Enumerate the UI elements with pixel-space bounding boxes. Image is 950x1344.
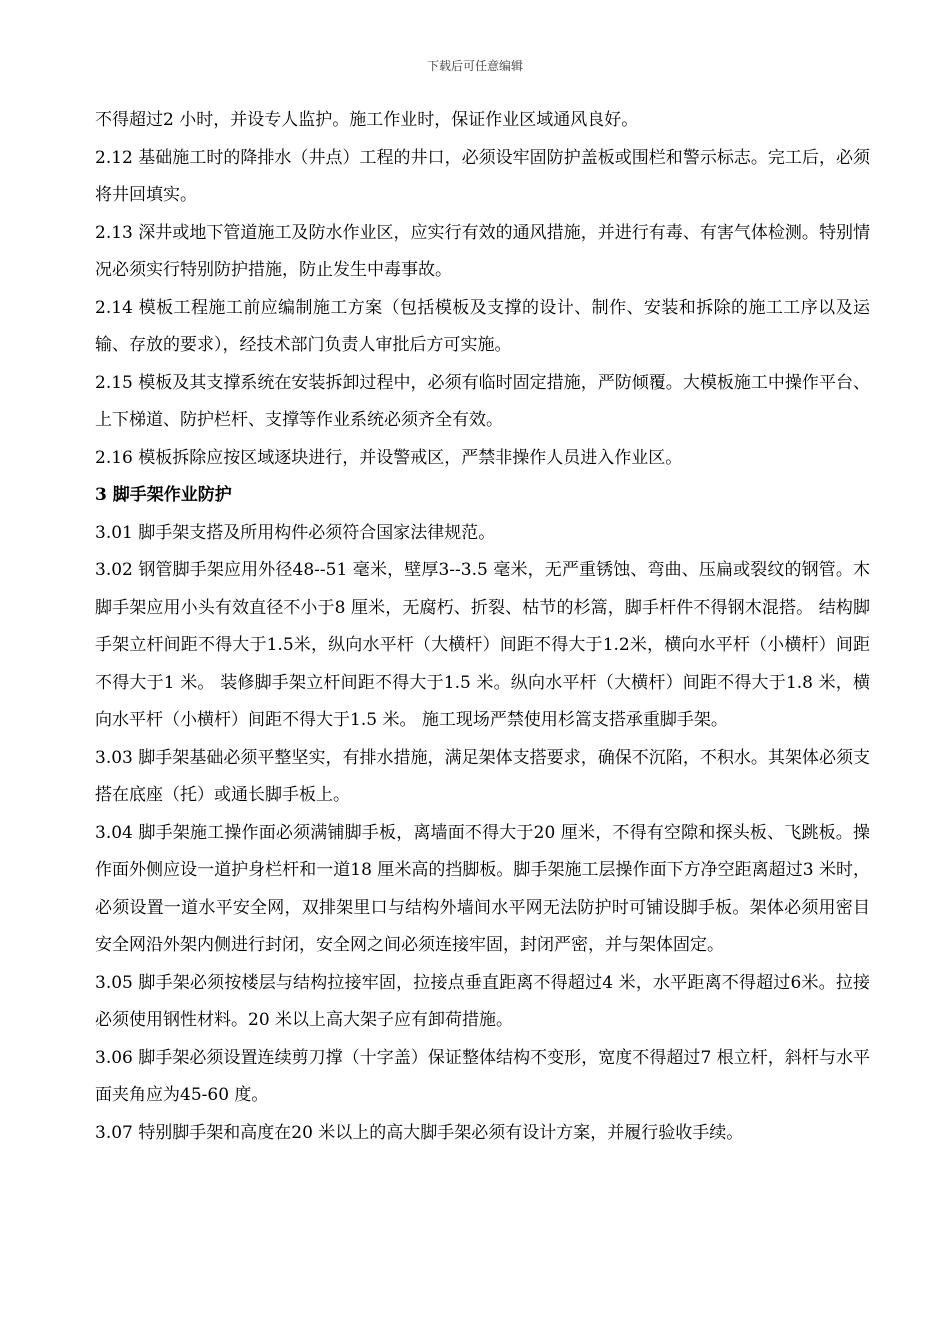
paragraph-3-07: 3.07 特别脚手架和高度在20 米以上的高大脚手架必须有设计方案，并履行验收手续。	[95, 1122, 744, 1143]
paragraph-continuation: 不得超过2 小时，并设专人监护。施工作业时，保证作业区域通风良好。	[95, 110, 639, 130]
paragraph-2-14: 2.14 模板工程施工前应编制施工方案（包括模板及支撑的设计、制作、安装和拆除的施工工序以及运输、存放的要求），经技术部门负责人审批后方可实施。	[95, 297, 870, 355]
paragraph-2-15: 2.15 模板及其支撑系统在安装拆卸过程中，必须有临时固定措施，严防倾覆。大模板施工中操作平台、上下梯道、防护栏杆、支撑等作业系统必须齐全有效。	[95, 372, 870, 430]
paragraph-3-03: 3.03 脚手架基础必须平整坚实，有排水措施，满足架体支搭要求，确保不沉陷，不积水。其架体必须支搭在底座（托）或通长脚手板上。	[95, 747, 870, 805]
paragraph-3-05: 3.05 脚手架必须按楼层与结构拉接牢固，拉接点垂直距离不得超过4 米，水平距离不得超过6米。拉接必须使用钢性材料。20 米以上高大架子应有卸荷措施。	[95, 972, 870, 1030]
page-header: 下载后可任意编辑	[426, 59, 523, 73]
paragraph-3-06: 3.06 脚手架必须设置连续剪刀撑（十字盖）保证整体结构不变形，宽度不得超过7 根立杆，斜杆与水平面夹角应为45-60 度。	[95, 1047, 870, 1105]
paragraph-2-13: 2.13 深井或地下管道施工及防水作业区，应实行有效的通风措施，并进行有毒、有害气体检测。特别情况必须实行特别防护措施，防止发生中毒事故。	[95, 222, 870, 280]
paragraph-3-01: 3.01 脚手架支搭及所用构件必须符合国家法律规范。	[95, 522, 496, 543]
section-heading-3: 3 脚手架作业防护	[95, 485, 232, 505]
paragraph-2-16: 2.16 模板拆除应按区域逐块进行，并设警戒区，严禁非操作人员进入作业区。	[95, 447, 683, 468]
paragraph-3-04: 3.04 脚手架施工操作面必须满铺脚手板，离墙面不得大于20 厘米，不得有空隙和探头板、飞跳板。操作面外侧应设一道护身栏杆和一道18 厘米高的挡脚板。脚手架施工层操作面下方净空距离超过3 米时，必须设置一道水平安全网，双排架里口与结构外墙间水平网无法防护时可铺设脚手板。架体必须用密目安全网沿外架内侧进行封闭，安全网之间必须连接牢固，封闭严密，并与架体固定。	[95, 822, 870, 955]
paragraph-3-02: 3.02 钢管脚手架应用外径48--51 毫米，壁厚3--3.5 毫米，无严重锈蚀、弯曲、压扁或裂纹的钢管。木脚手架应用小头有效直径不小于8 厘米，无腐朽、折裂、枯节的杉篙，脚手杆件不得钢木混搭。 结构脚手架立杆间距不得大于1.5米，纵向水平杆（大横杆）间距不得大于1.2米，横向水平杆（小横杆）间距不得大于1 米。 装修脚手架立杆间距不得大于1.5 米。纵向水平杆（大横杆）间距不得大于1.8 米，横向水平杆（小横杆）间距不得大于1.5 米。 施工现场严禁使用杉篙支搭承重脚手架。	[95, 560, 870, 730]
paragraph-2-12: 2.12 基础施工时的降排水（井点）工程的井口，必须设牢固防护盖板或围栏和警示标志。完工后，必须将井回填实。	[95, 147, 870, 205]
document-body	[95, 102, 870, 1152]
